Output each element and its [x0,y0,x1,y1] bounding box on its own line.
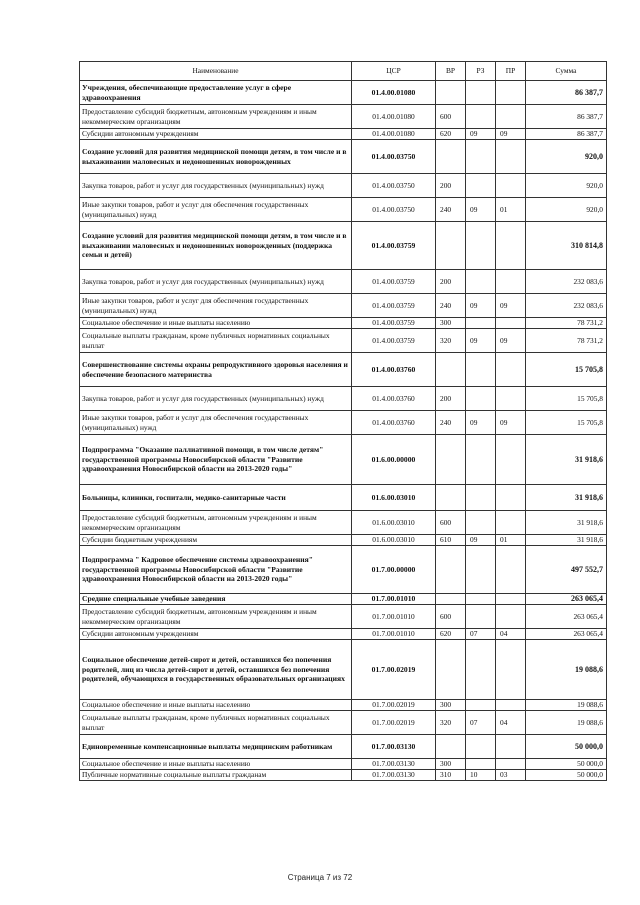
row-vr: 600 [436,605,466,629]
row-rz [466,353,496,387]
row-pr: 09 [496,129,526,140]
row-rz [466,387,496,411]
row-vr: 240 [436,411,466,435]
row-pr [496,546,526,594]
row-rz: 09 [466,411,496,435]
row-sum: 19 088,6 [526,640,607,700]
row-rz [466,485,496,511]
header-csr: ЦСР [352,62,436,81]
row-vr [436,640,466,700]
row-pr [496,435,526,485]
row-pr: 04 [496,629,526,640]
row-sum: 31 918,6 [526,511,607,535]
row-csr: 01.4.00.03759 [352,329,436,353]
row-csr: 01.7.00.03130 [352,759,436,770]
row-name: Учреждения, обеспечивающие предоставление услуг в сфере здравоохранения [80,81,352,105]
row-name: Социальное обеспечение и иные выплаты населению [80,700,352,711]
table-row [80,629,607,640]
row-sum: 920,0 [526,198,607,222]
row-name: Закупка товаров, работ и услуг для государственных (муниципальных) нужд [80,174,352,198]
row-csr: 01.7.00.02019 [352,640,436,700]
row-pr [496,222,526,270]
table-row [80,329,607,353]
row-sum: 86 387,7 [526,129,607,140]
row-name: Социальное обеспечение и иные выплаты населению [80,759,352,770]
row-vr [436,546,466,594]
row-csr: 01.7.00.01010 [352,629,436,640]
row-sum: 78 731,2 [526,318,607,329]
row-name: Единовременные компенсационные выплаты медицинским работникам [80,735,352,759]
row-vr [436,594,466,605]
row-rz [466,594,496,605]
row-sum: 15 705,8 [526,353,607,387]
table-row [80,535,607,546]
row-name: Иные закупки товаров, работ и услуг для обеспечения государственных (муниципальных) нужд [80,294,352,318]
row-vr: 310 [436,770,466,781]
header-vr: ВР [436,62,466,81]
table-row [80,294,607,318]
row-pr [496,735,526,759]
row-csr: 01.4.00.03759 [352,294,436,318]
row-rz [466,700,496,711]
row-rz: 09 [466,535,496,546]
row-name: Предоставление субсидий бюджетным, автономным учреждениям и иным некоммерческим организациям [80,105,352,129]
row-pr: 09 [496,411,526,435]
row-rz: 09 [466,198,496,222]
table-row [80,318,607,329]
row-pr [496,174,526,198]
row-csr: 01.7.00.01010 [352,594,436,605]
row-sum: 31 918,6 [526,435,607,485]
row-pr [496,140,526,174]
row-sum: 50 000,0 [526,770,607,781]
row-rz [466,435,496,485]
row-pr: 01 [496,198,526,222]
table-row [80,222,607,270]
row-name: Социальное обеспечение и иные выплаты населению [80,318,352,329]
row-name: Средние специальные учебные заведения [80,594,352,605]
row-sum: 86 387,7 [526,105,607,129]
row-name: Совершенствование системы охраны репродуктивного здоровья населения и обеспечение безопасного материнства [80,353,352,387]
row-vr: 320 [436,329,466,353]
row-pr: 09 [496,329,526,353]
row-csr: 01.6.00.00000 [352,435,436,485]
row-vr [436,140,466,174]
row-sum: 263 065,4 [526,594,607,605]
row-vr: 200 [436,387,466,411]
row-vr: 300 [436,700,466,711]
row-rz [466,140,496,174]
row-name: Субсидии автономным учреждениям [80,629,352,640]
row-rz [466,735,496,759]
row-vr [436,435,466,485]
row-vr: 610 [436,535,466,546]
header-rz: РЗ [466,62,496,81]
row-name: Закупка товаров, работ и услуг для государственных (муниципальных) нужд [80,270,352,294]
row-name: Создание условий для развития медицинской помощи детям, в том числе и в выхаживании маловесных и недоношенных новорожденных (поддержка семьи и детей) [80,222,352,270]
row-csr: 01.4.00.01080 [352,81,436,105]
row-csr: 01.4.00.01080 [352,105,436,129]
table-row [80,411,607,435]
row-csr: 01.7.00.00000 [352,546,436,594]
table-row [80,759,607,770]
row-vr: 300 [436,759,466,770]
row-csr: 01.6.00.03010 [352,511,436,535]
table-row [80,387,607,411]
row-vr: 620 [436,129,466,140]
row-pr [496,594,526,605]
row-name: Иные закупки товаров, работ и услуг для обеспечения государственных (муниципальных) нужд [80,411,352,435]
row-csr: 01.4.00.03759 [352,270,436,294]
row-vr: 600 [436,511,466,535]
row-rz [466,640,496,700]
row-name: Больницы, клиники, госпитали, медико-санитарные части [80,485,352,511]
row-vr: 600 [436,105,466,129]
page-number: Страница 7 из 72 [287,873,353,882]
row-name: Социальные выплаты гражданам, кроме публичных нормативных социальных выплат [80,329,352,353]
table-row [80,511,607,535]
row-csr: 01.7.00.03130 [352,735,436,759]
table-row [80,140,607,174]
table-row [80,594,607,605]
row-sum: 232 083,6 [526,270,607,294]
row-sum: 232 083,6 [526,294,607,318]
row-sum: 263 065,4 [526,629,607,640]
row-rz: 09 [466,129,496,140]
row-pr [496,640,526,700]
row-sum: 15 705,8 [526,411,607,435]
row-sum: 920,0 [526,140,607,174]
row-sum: 31 918,6 [526,485,607,511]
row-rz: 09 [466,329,496,353]
row-rz [466,222,496,270]
table-row [80,700,607,711]
row-name: Подпрограмма "Оказание паллиативной помощи, в том числе детям" государственной программы Новосибирской области "Развитие здравоохранения Новосибирской области на 2013-2020 годы" [80,435,352,485]
row-vr: 620 [436,629,466,640]
row-sum: 86 387,7 [526,81,607,105]
row-rz [466,546,496,594]
row-csr: 01.4.00.03750 [352,140,436,174]
table-row [80,81,607,105]
row-csr: 01.6.00.03010 [352,485,436,511]
header-sum: Сумма [526,62,607,81]
table-row [80,353,607,387]
row-name: Субсидии автономным учреждениям [80,129,352,140]
row-rz: 10 [466,770,496,781]
row-csr: 01.7.00.01010 [352,605,436,629]
row-rz [466,81,496,105]
row-rz [466,605,496,629]
row-pr [496,105,526,129]
table-row [80,735,607,759]
budget-table [79,61,607,781]
row-csr: 01.4.00.03750 [352,174,436,198]
row-rz [466,759,496,770]
row-sum: 50 000,0 [526,759,607,770]
row-sum: 263 065,4 [526,605,607,629]
row-pr: 09 [496,294,526,318]
row-vr: 200 [436,270,466,294]
row-sum: 920,0 [526,174,607,198]
row-pr [496,353,526,387]
row-rz: 09 [466,294,496,318]
row-rz [466,511,496,535]
row-name: Социальные выплаты гражданам, кроме публичных нормативных социальных выплат [80,711,352,735]
row-name: Иные закупки товаров, работ и услуг для обеспечения государственных (муниципальных) нужд [80,198,352,222]
row-sum: 19 088,6 [526,700,607,711]
row-csr: 01.7.00.02019 [352,700,436,711]
row-name: Подпрограмма " Кадровое обеспечение системы здравоохранения" государственной программы Новосибирской области "Развитие здравоохранения Новосибирской области на 2013-2020 годы" [80,546,352,594]
row-csr: 01.4.00.03760 [352,411,436,435]
row-pr [496,511,526,535]
row-vr: 200 [436,174,466,198]
row-vr: 240 [436,294,466,318]
row-pr: 01 [496,535,526,546]
row-rz: 07 [466,711,496,735]
row-vr: 320 [436,711,466,735]
row-csr: 01.4.00.03759 [352,222,436,270]
row-vr [436,81,466,105]
table-row [80,711,607,735]
header-pr: ПР [496,62,526,81]
table-row [80,198,607,222]
row-pr: 04 [496,711,526,735]
row-pr [496,387,526,411]
table-row [80,485,607,511]
row-sum: 31 918,6 [526,535,607,546]
table-row [80,105,607,129]
table-header-row [80,62,607,81]
row-pr [496,700,526,711]
row-csr: 01.4.00.03750 [352,198,436,222]
row-pr [496,270,526,294]
row-csr: 01.4.00.03759 [352,318,436,329]
table-row [80,546,607,594]
row-pr [496,485,526,511]
row-vr: 240 [436,198,466,222]
row-name: Закупка товаров, работ и услуг для государственных (муниципальных) нужд [80,387,352,411]
table-row [80,605,607,629]
row-vr [436,735,466,759]
row-sum: 310 814,8 [526,222,607,270]
row-sum: 19 088,6 [526,711,607,735]
table-row [80,270,607,294]
row-csr: 01.4.00.01080 [352,129,436,140]
table-row [80,129,607,140]
row-csr: 01.4.00.03760 [352,387,436,411]
table-row [80,640,607,700]
row-name: Социальное обеспечение детей-сирот и детей, оставшихся без попечения родителей, лиц из числа детей-сирот и детей, оставшихся без попечения родителей, обучающихся в государственных образовательных организациях [80,640,352,700]
header-name: Наименование [80,62,352,81]
row-name: Предоставление субсидий бюджетным, автономным учреждениям и иным некоммерческим организациям [80,605,352,629]
row-pr [496,318,526,329]
row-csr: 01.7.00.03130 [352,770,436,781]
row-sum: 15 705,8 [526,387,607,411]
row-sum: 497 552,7 [526,546,607,594]
table-body [80,81,607,781]
row-csr: 01.7.00.02019 [352,711,436,735]
row-vr [436,485,466,511]
row-sum: 78 731,2 [526,329,607,353]
table-row [80,435,607,485]
row-vr [436,222,466,270]
row-csr: 01.6.00.03010 [352,535,436,546]
row-rz: 07 [466,629,496,640]
row-rz [466,105,496,129]
row-pr: 03 [496,770,526,781]
row-name: Создание условий для развития медицинской помощи детям, в том числе и в выхаживании маловесных и недоношенных новорожденных [80,140,352,174]
row-pr [496,81,526,105]
row-rz [466,174,496,198]
row-vr [436,353,466,387]
row-rz [466,270,496,294]
table-row [80,770,607,781]
row-pr [496,759,526,770]
row-vr: 300 [436,318,466,329]
row-sum: 50 000,0 [526,735,607,759]
row-name: Субсидии бюджетным учреждениям [80,535,352,546]
row-name: Публичные нормативные социальные выплаты гражданам [80,770,352,781]
table-row [80,174,607,198]
row-name: Предоставление субсидий бюджетным, автономным учреждениям и иным некоммерческим организациям [80,511,352,535]
row-rz [466,318,496,329]
row-csr: 01.4.00.03760 [352,353,436,387]
row-pr [496,605,526,629]
